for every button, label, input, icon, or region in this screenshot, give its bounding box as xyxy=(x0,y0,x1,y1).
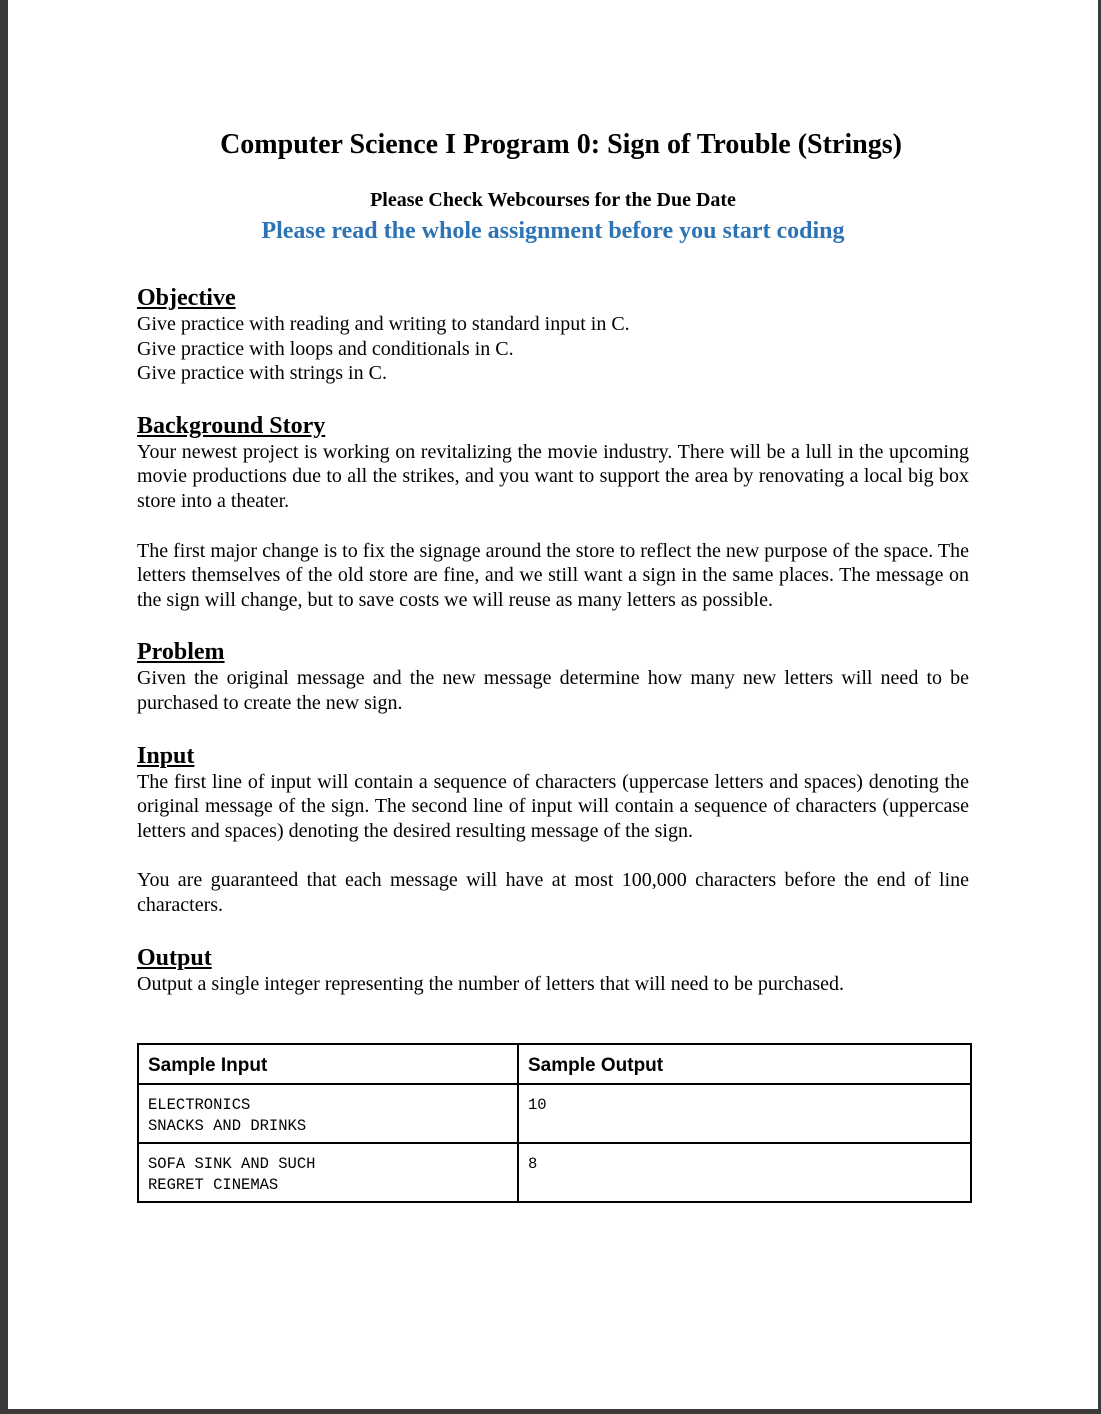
input-paragraph: The first line of input will contain a sequence of characters (uppercase letters and spaces) denoting the original message of the sign. The second line of input will contain a sequence of characters (uppercase letters and spaces) denoting the desired resulting message of the sign. xyxy=(137,770,969,842)
sample-input-header: Sample Input xyxy=(138,1044,518,1084)
objective-line: Give practice with reading and writing to standard input in C. xyxy=(137,313,630,335)
problem-paragraph: Given the original message and the new message determine how many new letters will need to be purchased to create the new sign. xyxy=(137,667,969,714)
document-body xyxy=(137,284,969,996)
objective-line: Give practice with strings in C. xyxy=(137,362,387,385)
problem-section xyxy=(137,638,969,715)
sample-input-cell xyxy=(138,1143,518,1202)
sample-table-header-row xyxy=(138,1044,971,1084)
window-frame-bottom xyxy=(0,1409,1101,1414)
input-paragraph: You are guaranteed that each message will have at most 100,000 characters before the end of line characters. xyxy=(137,869,969,916)
input-heading: Input xyxy=(137,742,195,769)
sample-input-line: REGRET CINEMAS xyxy=(148,1175,279,1194)
sample-output-header: Sample Output xyxy=(518,1044,971,1084)
window-frame-left xyxy=(0,0,8,1414)
background-paragraph: The first major change is to fix the signage around the store to reflect the new purpose of the space. The letters themselves of the old store are fine, and we still want a sign in the same places. The message on the sign will change, but to save costs we will reuse as many letters as possible. xyxy=(137,539,969,611)
sample-table xyxy=(137,1043,972,1203)
document-page xyxy=(8,0,1098,1409)
sample-input-line: SOFA SINK AND SUCH xyxy=(148,1155,316,1173)
objective-line: Give practice with loops and conditionals in C. xyxy=(137,337,514,360)
output-heading: Output xyxy=(137,944,212,971)
document-title: Computer Science I Program 0: Sign of Trouble (Strings) xyxy=(220,129,902,160)
problem-heading: Problem xyxy=(137,639,225,666)
due-date-notice: Please Check Webcourses for the Due Date xyxy=(370,189,736,211)
background-section xyxy=(137,412,969,613)
read-assignment-notice: Please read the whole assignment before you start coding xyxy=(261,218,845,244)
sample-input-cell xyxy=(138,1084,518,1143)
objective-heading: Objective xyxy=(137,285,236,311)
sample-input-line: ELECTRONICS xyxy=(148,1096,251,1114)
sample-output-cell: 8 xyxy=(518,1143,971,1202)
objective-section xyxy=(137,284,969,386)
background-heading: Background Story xyxy=(137,412,326,439)
background-paragraph: Your newest project is working on revitalizing the movie industry. There will be a lull in the upcoming movie productions due to all the strikes, and you want to support the area by renovating a local big box store into a theater. xyxy=(137,440,969,512)
input-section xyxy=(137,742,969,918)
table-row xyxy=(138,1084,971,1143)
output-section xyxy=(137,944,969,997)
table-row xyxy=(138,1143,971,1202)
sample-input-line: SNACKS AND DRINKS xyxy=(148,1116,307,1135)
sample-output-cell: 10 xyxy=(518,1084,971,1143)
output-paragraph: Output a single integer representing the number of letters that will need to be purchased. xyxy=(137,972,845,995)
